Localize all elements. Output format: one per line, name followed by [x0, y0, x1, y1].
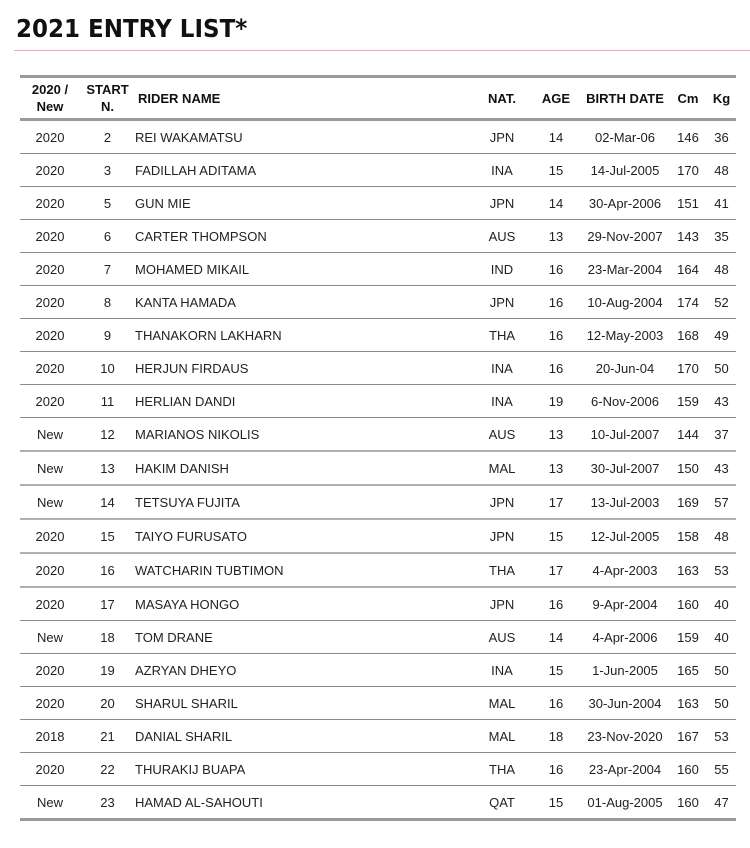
- cell-weight-kg: 55: [714, 761, 729, 777]
- cell-start-number: 20: [100, 695, 115, 711]
- cell-year: 2020: [35, 596, 65, 612]
- cell-year: New: [36, 460, 63, 476]
- table-row: [20, 485, 736, 519]
- cell-nationality: INA: [491, 162, 513, 178]
- cell-birth-date: 23-Mar-2004: [587, 261, 663, 277]
- cell-rider-name: HAKIM DANISH: [135, 460, 229, 476]
- cell-rider-name: REI WAKAMATSU: [135, 129, 243, 145]
- cell-nationality: QAT: [489, 794, 515, 810]
- cell-start-number: 13: [100, 460, 115, 476]
- cell-start-number: 7: [103, 261, 112, 277]
- cell-birth-date: 9-Apr-2004: [592, 596, 658, 612]
- cell-birth-date: 14-Jul-2005: [590, 162, 660, 178]
- cell-rider-name: GUN MIE: [135, 195, 191, 211]
- cell-rider-name: MOHAMED MIKAIL: [135, 261, 250, 277]
- cell-nationality: JPN: [489, 294, 515, 310]
- column-header-start-line1: START: [86, 82, 129, 97]
- cell-year: New: [36, 494, 63, 510]
- cell-weight-kg: 40: [714, 596, 729, 612]
- cell-start-number: 9: [103, 327, 112, 343]
- cell-nationality: JPN: [489, 596, 515, 612]
- cell-height-cm: 170: [677, 162, 699, 178]
- cell-year: 2020: [35, 162, 65, 178]
- cell-start-number: 3: [103, 162, 112, 178]
- table-row: [20, 253, 736, 286]
- cell-rider-name: TOM DRANE: [135, 629, 213, 645]
- cell-weight-kg: 40: [714, 629, 729, 645]
- cell-start-number: 6: [103, 228, 112, 244]
- cell-nationality: MAL: [488, 728, 516, 744]
- cell-year: 2020: [35, 129, 65, 145]
- column-header-kg: Kg: [712, 90, 731, 106]
- cell-rider-name: SHARUL SHARIL: [135, 695, 238, 711]
- table-row: [20, 154, 736, 187]
- table-row: [20, 553, 736, 587]
- table-row: [20, 621, 736, 654]
- cell-weight-kg: 50: [714, 662, 729, 678]
- cell-birth-date: 01-Aug-2005: [587, 794, 663, 810]
- cell-weight-kg: 53: [714, 562, 729, 578]
- cell-weight-kg: 57: [714, 494, 729, 510]
- cell-weight-kg: 43: [714, 393, 729, 409]
- cell-rider-name: KANTA HAMADA: [135, 294, 236, 310]
- cell-birth-date: 29-Nov-2007: [587, 228, 663, 244]
- cell-height-cm: 158: [677, 528, 699, 544]
- cell-age: 13: [548, 460, 564, 476]
- cell-birth-date: 4-Apr-2003: [592, 562, 658, 578]
- table-row: [20, 418, 736, 452]
- cell-weight-kg: 48: [714, 162, 729, 178]
- cell-height-cm: 160: [677, 596, 699, 612]
- cell-height-cm: 143: [677, 228, 699, 244]
- cell-birth-date: 23-Apr-2004: [588, 761, 662, 777]
- cell-birth-date: 23-Nov-2020: [587, 728, 663, 744]
- cell-nationality: INA: [491, 360, 513, 376]
- table-row: [20, 120, 736, 154]
- table-row: [20, 753, 736, 786]
- cell-rider-name: AZRYAN DHEYO: [135, 662, 237, 678]
- cell-start-number: 2: [103, 129, 112, 145]
- cell-rider-name: DANIAL SHARIL: [135, 728, 233, 744]
- cell-height-cm: 164: [677, 261, 699, 277]
- table-row: [20, 687, 736, 720]
- cell-birth-date: 13-Jul-2003: [590, 494, 660, 510]
- cell-height-cm: 160: [677, 794, 699, 810]
- cell-weight-kg: 35: [714, 228, 729, 244]
- cell-weight-kg: 48: [714, 528, 729, 544]
- cell-age: 17: [548, 562, 564, 578]
- cell-start-number: 5: [103, 195, 112, 211]
- table-row: [20, 352, 736, 385]
- cell-birth-date: 1-Jun-2005: [592, 662, 658, 678]
- cell-year: New: [36, 629, 63, 645]
- cell-age: 15: [548, 528, 564, 544]
- table-row: [20, 587, 736, 621]
- cell-year: 2020: [35, 327, 65, 343]
- table-row: [20, 654, 736, 687]
- cell-birth-date: 30-Apr-2006: [588, 195, 662, 211]
- column-header-nat: NAT.: [488, 90, 516, 106]
- cell-age: 14: [548, 195, 564, 211]
- cell-age: 16: [548, 261, 564, 277]
- cell-age: 16: [548, 695, 564, 711]
- cell-weight-kg: 37: [714, 426, 729, 442]
- cell-birth-date: 12-May-2003: [586, 327, 664, 343]
- cell-rider-name: TAIYO FURUSATO: [135, 528, 247, 544]
- cell-start-number: 18: [100, 629, 115, 645]
- cell-rider-name: MARIANOS NIKOLIS: [135, 426, 260, 442]
- cell-year: 2020: [35, 662, 65, 678]
- cell-nationality: AUS: [488, 426, 516, 442]
- entry-list-table: [20, 75, 736, 821]
- cell-rider-name: HAMAD AL-SAHOUTI: [135, 794, 263, 810]
- cell-nationality: JPN: [489, 129, 515, 145]
- cell-height-cm: 159: [677, 393, 699, 409]
- column-header-year: [20, 77, 80, 120]
- cell-age: 17: [548, 494, 564, 510]
- cell-rider-name: THANAKORN LAKHARN: [135, 327, 282, 343]
- cell-age: 19: [548, 393, 564, 409]
- cell-birth-date: 6-Nov-2006: [591, 393, 659, 409]
- cell-age: 16: [548, 294, 564, 310]
- cell-birth-date: 12-Jul-2005: [590, 528, 660, 544]
- cell-rider-name: FADILLAH ADITAMA: [135, 162, 257, 178]
- cell-birth-date: 10-Aug-2004: [587, 294, 663, 310]
- cell-nationality: MAL: [488, 460, 516, 476]
- column-header-birth-date: BIRTH DATE: [586, 90, 664, 106]
- cell-height-cm: 168: [677, 327, 699, 343]
- cell-age: 16: [548, 327, 564, 343]
- cell-rider-name: TETSUYA FUJITA: [135, 494, 240, 510]
- cell-birth-date: 20-Jun-04: [595, 360, 655, 376]
- cell-nationality: AUS: [488, 629, 516, 645]
- cell-year: 2020: [35, 360, 65, 376]
- cell-weight-kg: 52: [714, 294, 729, 310]
- cell-start-number: 15: [100, 528, 115, 544]
- cell-weight-kg: 50: [714, 360, 729, 376]
- table-row: [20, 720, 736, 753]
- cell-year: New: [36, 794, 63, 810]
- cell-start-number: 10: [100, 360, 115, 376]
- cell-year: 2020: [35, 228, 65, 244]
- cell-weight-kg: 49: [714, 327, 729, 343]
- cell-nationality: IND: [490, 261, 514, 277]
- cell-nationality: JPN: [489, 195, 515, 211]
- cell-rider-name: MASAYA HONGO: [135, 596, 240, 612]
- cell-height-cm: 163: [677, 562, 699, 578]
- cell-start-number: 8: [103, 294, 112, 310]
- cell-year: 2020: [35, 294, 65, 310]
- cell-start-number: 16: [100, 562, 115, 578]
- cell-height-cm: 169: [677, 494, 699, 510]
- column-header-start-line2: N.: [101, 99, 114, 114]
- table-row: [20, 385, 736, 418]
- column-header-cm: Cm: [677, 90, 699, 106]
- cell-weight-kg: 47: [714, 794, 729, 810]
- cell-year: New: [36, 426, 63, 442]
- cell-nationality: JPN: [489, 528, 515, 544]
- cell-nationality: INA: [491, 662, 513, 678]
- column-header-year-line1: 2020 /: [31, 82, 69, 97]
- cell-height-cm: 144: [677, 426, 699, 442]
- cell-weight-kg: 50: [714, 695, 729, 711]
- cell-year: 2020: [35, 528, 65, 544]
- cell-height-cm: 163: [677, 695, 699, 711]
- cell-age: 14: [548, 129, 564, 145]
- cell-nationality: MAL: [488, 695, 516, 711]
- cell-age: 16: [548, 761, 564, 777]
- cell-age: 15: [548, 794, 564, 810]
- cell-start-number: 14: [100, 494, 115, 510]
- cell-weight-kg: 53: [714, 728, 729, 744]
- cell-birth-date: 30-Jul-2007: [590, 460, 660, 476]
- cell-weight-kg: 36: [714, 129, 729, 145]
- cell-age: 15: [548, 162, 564, 178]
- cell-rider-name: CARTER THOMPSON: [135, 228, 267, 244]
- cell-age: 18: [548, 728, 564, 744]
- cell-start-number: 23: [100, 794, 115, 810]
- cell-rider-name: WATCHARIN TUBTIMON: [135, 562, 284, 578]
- cell-nationality: THA: [489, 327, 515, 343]
- cell-height-cm: 167: [677, 728, 699, 744]
- cell-height-cm: 150: [677, 460, 699, 476]
- cell-birth-date: 30-Jun-2004: [588, 695, 662, 711]
- table-row: [20, 187, 736, 220]
- cell-rider-name: HERLIAN DANDI: [135, 393, 236, 409]
- cell-height-cm: 174: [677, 294, 699, 310]
- cell-year: 2020: [35, 261, 65, 277]
- cell-nationality: AUS: [488, 228, 516, 244]
- cell-birth-date: 02-Mar-06: [595, 129, 655, 145]
- cell-start-number: 11: [100, 393, 115, 409]
- column-header-start: [80, 77, 135, 120]
- cell-nationality: JPN: [489, 494, 515, 510]
- cell-nationality: THA: [489, 761, 515, 777]
- cell-start-number: 21: [100, 728, 115, 744]
- cell-start-number: 12: [100, 426, 115, 442]
- cell-age: 14: [548, 629, 564, 645]
- cell-height-cm: 146: [677, 129, 699, 145]
- cell-year: 2020: [35, 195, 65, 211]
- table-row: [20, 451, 736, 485]
- page-title: 2021 ENTRY LIST*: [16, 14, 248, 43]
- cell-nationality: THA: [489, 562, 515, 578]
- cell-height-cm: 170: [677, 360, 699, 376]
- cell-height-cm: 159: [677, 629, 699, 645]
- cell-year: 2020: [35, 761, 65, 777]
- cell-age: 16: [548, 360, 564, 376]
- table-row: [20, 319, 736, 352]
- cell-height-cm: 160: [677, 761, 699, 777]
- cell-year: 2020: [35, 393, 65, 409]
- cell-start-number: 19: [100, 662, 115, 678]
- column-header-rider-name: RIDER NAME: [138, 90, 221, 106]
- cell-age: 15: [548, 662, 564, 678]
- cell-weight-kg: 43: [714, 460, 729, 476]
- cell-rider-name: THURAKIJ BUAPA: [135, 761, 246, 777]
- cell-year: 2020: [35, 562, 65, 578]
- table-row: [20, 519, 736, 553]
- column-header-age: AGE: [541, 90, 571, 106]
- cell-start-number: 17: [100, 596, 115, 612]
- table-header-row: [20, 77, 736, 120]
- cell-birth-date: 10-Jul-2007: [590, 426, 660, 442]
- column-header-year-line2: New: [36, 99, 64, 114]
- cell-weight-kg: 48: [714, 261, 729, 277]
- cell-start-number: 22: [100, 761, 115, 777]
- cell-nationality: INA: [491, 393, 513, 409]
- cell-weight-kg: 41: [714, 195, 729, 211]
- cell-height-cm: 151: [677, 195, 699, 211]
- cell-age: 13: [548, 228, 564, 244]
- cell-year: 2018: [35, 728, 65, 744]
- table-row: [20, 286, 736, 319]
- title-divider: [14, 50, 750, 51]
- cell-birth-date: 4-Apr-2006: [592, 629, 658, 645]
- cell-rider-name: HERJUN FIRDAUS: [135, 360, 249, 376]
- cell-year: 2020: [35, 695, 65, 711]
- table-row: [20, 220, 736, 253]
- cell-height-cm: 165: [677, 662, 699, 678]
- cell-age: 16: [548, 596, 564, 612]
- table-row: [20, 786, 736, 820]
- cell-age: 13: [548, 426, 564, 442]
